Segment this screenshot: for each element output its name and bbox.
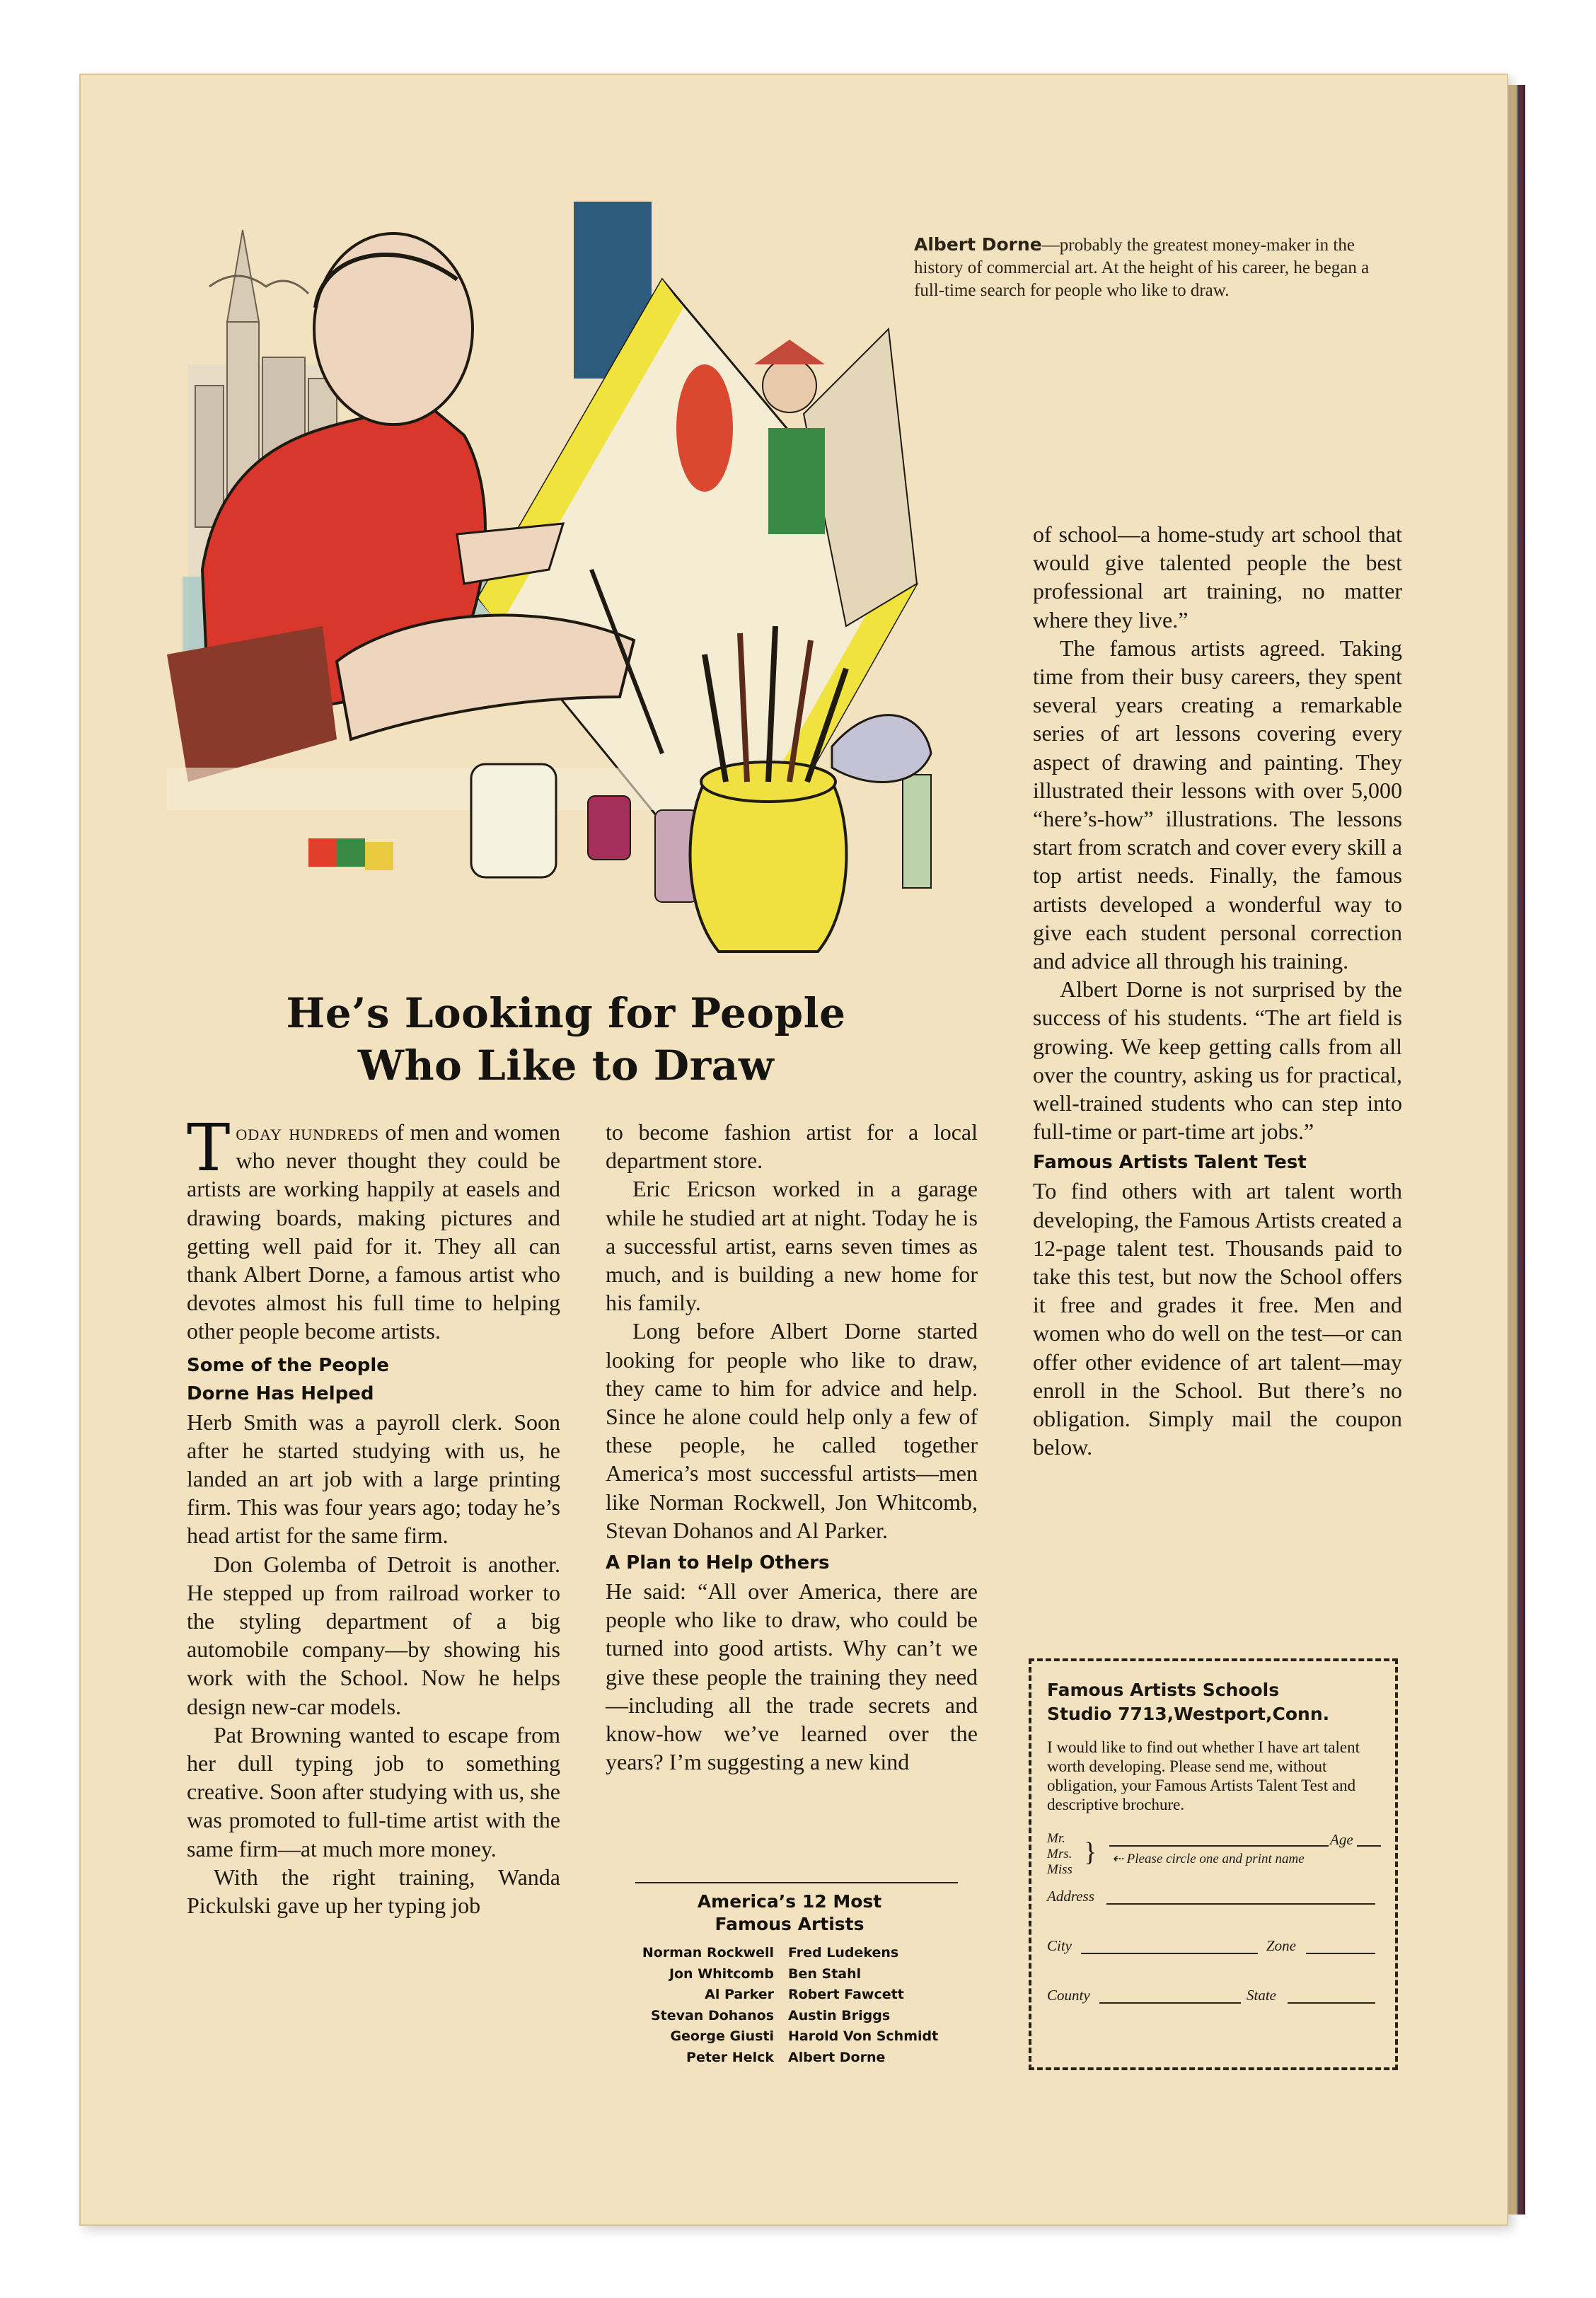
artists-title-line-1: America’s 12 Most: [697, 1891, 882, 1912]
headline-line-2: Who Like to Draw: [357, 1041, 775, 1090]
city-row: [1047, 1937, 1380, 1987]
city-label: City: [1047, 1937, 1072, 1954]
state-field[interactable]: [1288, 2002, 1375, 2004]
coupon-body-text: I would like to find out whether I have art talent worth developing. Please send me, without obligation, your Famous Artists Talent Test and descriptive brochure.: [1047, 1738, 1360, 1813]
artist-name: Harold Von Schmidt: [788, 2028, 939, 2044]
subhead-people-helped: [187, 1351, 560, 1408]
intro-paragraph: [187, 1110, 560, 1346]
caption-name: Albert Dorne: [914, 234, 1042, 255]
illustration-caption: [914, 233, 1395, 302]
age-field[interactable]: [1357, 1845, 1381, 1847]
eric-ericson-paragraph: Eric Ericson worked in a garage while he studied art at night. Today he is a successful artist, earns seven times as much, and is building a new home for his family.: [606, 1176, 978, 1316]
zone-field[interactable]: [1306, 1953, 1375, 1954]
artist-illustration: [167, 202, 973, 980]
plan-paragraph: He said: “All over America, there are people who like to draw, who could be turned into good artists. Why can’t we give these people the training they need—including all the trade secrets and know-how we’ve learned over the years? I’m suggesting a new kind: [606, 1578, 978, 1775]
county-field[interactable]: [1099, 2002, 1241, 2004]
pat-browning-paragraph: Pat Browning wanted to escape from her dull typing job to something creative. Soon after studying with us, she was promoted to full-time artist with the same firm—at much more money.: [187, 1721, 560, 1861]
lessons-paragraph: The famous artists agreed. Taking time from their busy careers, they spent several years creating a remarkable series of art lessons covering every aspect of drawing and painting. They illustrated their lessons with over 5,000 “here’s-how” illustrations. The lessons start from scratch and cover every skill a top artist needs. Finally, the famous artists developed a wonderful way to give each student personal correction and advice all through his training.: [1033, 635, 1402, 974]
artist-name: Austin Briggs: [788, 2007, 891, 2023]
zone-label: Zone: [1266, 1937, 1296, 1954]
talent-test-paragraph: To find others with art talent worth developing, the Famous Artists created a 12-page talent test. Thousands paid to take this test, but now the School offers it free and grades it free. Men and women who do well on the test—or can offer other evidence of art talent—may enroll in the School. But there’s no obligation. Simply mail the coupon below.: [1033, 1178, 1402, 1460]
salutation-mr[interactable]: Mr.: [1047, 1831, 1065, 1846]
circle-note-row: [1112, 1851, 1305, 1867]
address-field[interactable]: [1106, 1903, 1375, 1905]
address-row: [1047, 1888, 1380, 1937]
wanda-pickulski-paragraph: With the right training, Wanda Pickulski gave up her typing job: [187, 1864, 560, 1919]
county-label: County: [1047, 1987, 1090, 2004]
artist-name: George Giusti: [670, 2028, 774, 2044]
artist-name: Peter Helck: [686, 2049, 774, 2065]
drop-cap: T: [187, 1110, 231, 1186]
artists-title-line-2: Famous Artists: [715, 1914, 865, 1934]
lead-in: oday hundreds: [236, 1119, 380, 1145]
subhead-line-2: Dorne Has Helped: [187, 1382, 374, 1404]
artist-name: Robert Fawcett: [788, 1987, 904, 2002]
col2-paragraph-1: to become fashion artist for a local department store.: [606, 1119, 978, 1174]
age-label: Age: [1330, 1831, 1353, 1848]
salutations: [1047, 1831, 1072, 1878]
intro-text: of men and women who never thought they could be artists are working happily at easels and drawing boards, making pictures and getting well paid for it. They all can thank Albert Dorne, a famous artist who devotes almost his full time to helping other people become artists.: [187, 1119, 560, 1344]
coupon-address: Studio 7713,Westport,Conn.: [1047, 1704, 1330, 1724]
subhead-talent-test: Famous Artists Talent Test: [1033, 1152, 1307, 1174]
body-column-1: [187, 1110, 560, 1919]
coupon-school-name: Famous Artists Schools: [1047, 1680, 1280, 1700]
brace-icon: }: [1084, 1837, 1097, 1867]
artists-list-title: [598, 1890, 981, 1936]
coupon-title: [1047, 1678, 1380, 1726]
col3-paragraph-1: of school—a home-study art school that would give talented people the best professional art training, no matter where they live.”: [1033, 521, 1402, 633]
caption-text: —probably the greatest money-maker in the history of commercial art. At the height of his career, he began a full-time search for people who like to draw.: [914, 236, 1370, 300]
artists-grid: [598, 1943, 981, 2068]
city-field[interactable]: [1081, 1953, 1258, 1954]
county-row: [1047, 1987, 1380, 2022]
circle-note: Please circle one and print name: [1126, 1852, 1305, 1866]
headline-line-1: He’s Looking for People: [286, 989, 846, 1037]
artist-name: Al Parker: [705, 1987, 774, 2002]
success-paragraph: Albert Dorne is not surprised by the success of his students. “The art field is growing. We keep getting calls from all over the country, asking us for practical, well-trained students who can step into full-time or part-time art jobs.”: [1033, 976, 1402, 1145]
artist-name: Stevan Dohanos: [650, 2007, 774, 2023]
herb-smith-paragraph: Herb Smith was a payroll clerk. Soon after he started studying with us, he landed an art job with a large printing firm. This was four years ago; today he’s head artist for the same firm.: [187, 1409, 560, 1549]
artist-name: Norman Rockwell: [642, 1945, 774, 1961]
arrow-left-icon: ⇠: [1112, 1852, 1123, 1866]
list-divider: [635, 1882, 958, 1883]
salutation-mrs[interactable]: Mrs.: [1047, 1847, 1072, 1861]
artist-name: Fred Ludekens: [788, 1945, 899, 1961]
artist-name: Ben Stahl: [788, 1965, 862, 1982]
name-row: [1047, 1831, 1380, 1888]
body-column-2: [606, 1118, 978, 1776]
don-golemba-paragraph: Don Golemba of Detroit is another. He stepped up from railroad worker to the styling department of a big automobile company—by showing his work with the School. Now he helps design new-car models.: [187, 1551, 560, 1719]
artist-name: Albert Dorne: [788, 2049, 886, 2065]
headline: [184, 987, 948, 1092]
state-label: State: [1247, 1987, 1276, 2004]
body-column-3: [1033, 520, 1402, 1462]
artist-name: Jon Whitcomb: [669, 1965, 774, 1982]
name-field[interactable]: [1109, 1845, 1329, 1847]
salutation-miss[interactable]: Miss: [1047, 1862, 1072, 1877]
history-paragraph: Long before Albert Dorne started looking for people who like to draw, they came to him for advice and help. Since he alone could help only a few of these people, he called together America’s most successful artists—men like Norman Rockwell, Jon Whitcomb, Stevan Dohanos and Al Parker.: [606, 1318, 978, 1543]
mail-coupon[interactable]: [1029, 1658, 1398, 2070]
famous-artists-list: [598, 1882, 981, 2068]
address-label: Address: [1047, 1888, 1094, 1905]
subhead-line-1: Some of the People: [187, 1354, 389, 1376]
subhead-plan: A Plan to Help Others: [606, 1552, 830, 1574]
